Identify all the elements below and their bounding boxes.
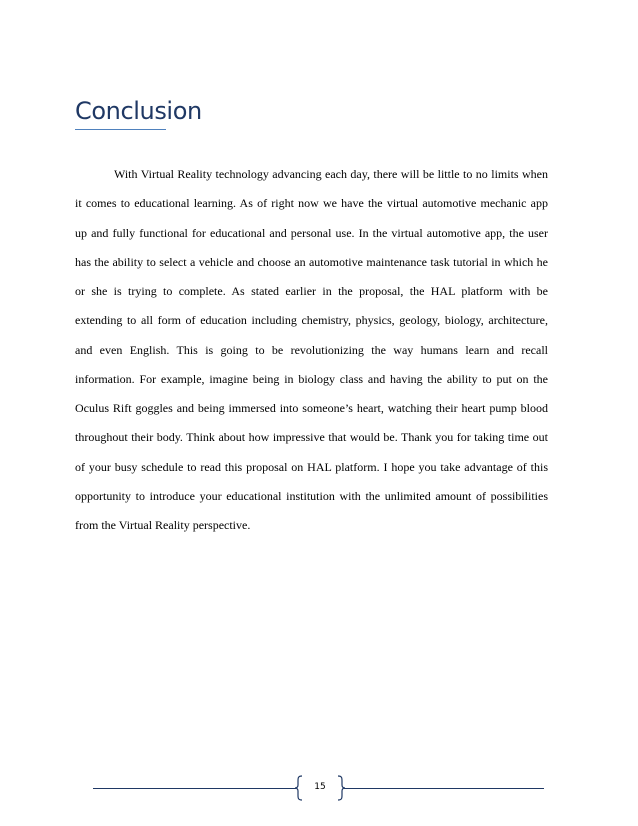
- paragraph-line: has the ability to select a vehicle and choose an automotive maintenance task tutorial in which he: [75, 255, 548, 269]
- paragraph-line: from the Virtual Reality perspective.: [75, 518, 251, 532]
- section-heading: Conclusion: [75, 97, 202, 125]
- paragraph-line: opportunity to introduce your educational institution with the unlimited amount of possibilities: [75, 489, 548, 503]
- paragraph-line: throughout their body. Think about how impressive that would be. Thank you for taking time out: [75, 430, 548, 444]
- paragraph-line: extending to all form of education including chemistry, physics, geology, biology, architecture,: [75, 313, 548, 327]
- right-brace-icon: [336, 775, 346, 801]
- footer-rule-right: [344, 788, 544, 789]
- paragraph-line: it comes to educational learning. As of right now we have the virtual automotive mechanic app: [75, 196, 548, 210]
- paragraph-line: Oculus Rift goggles and being immersed into someone’s heart, watching their heart pump blood: [75, 401, 548, 415]
- heading-underline: [75, 129, 166, 130]
- paragraph-line: With Virtual Reality technology advancing each day, there will be little to no limits when: [114, 167, 548, 181]
- paragraph-line: up and fully functional for educational and personal use. In the virtual automotive app, the user: [75, 226, 548, 240]
- footer-rule-left: [93, 788, 296, 789]
- paragraph-line: of your busy schedule to read this proposal on HAL platform. I hope you take advantage of this: [75, 460, 548, 474]
- paragraph-line: and even English. This is going to be revolutionizing the way humans learn and recall: [75, 343, 548, 357]
- paragraph-line: or she is trying to complete. As stated earlier in the proposal, the HAL platform with be: [75, 284, 548, 298]
- paragraph-line: information. For example, imagine being in biology class and having the ability to put on the: [75, 372, 548, 386]
- left-brace-icon: [294, 775, 304, 801]
- page-number: 15: [314, 782, 326, 792]
